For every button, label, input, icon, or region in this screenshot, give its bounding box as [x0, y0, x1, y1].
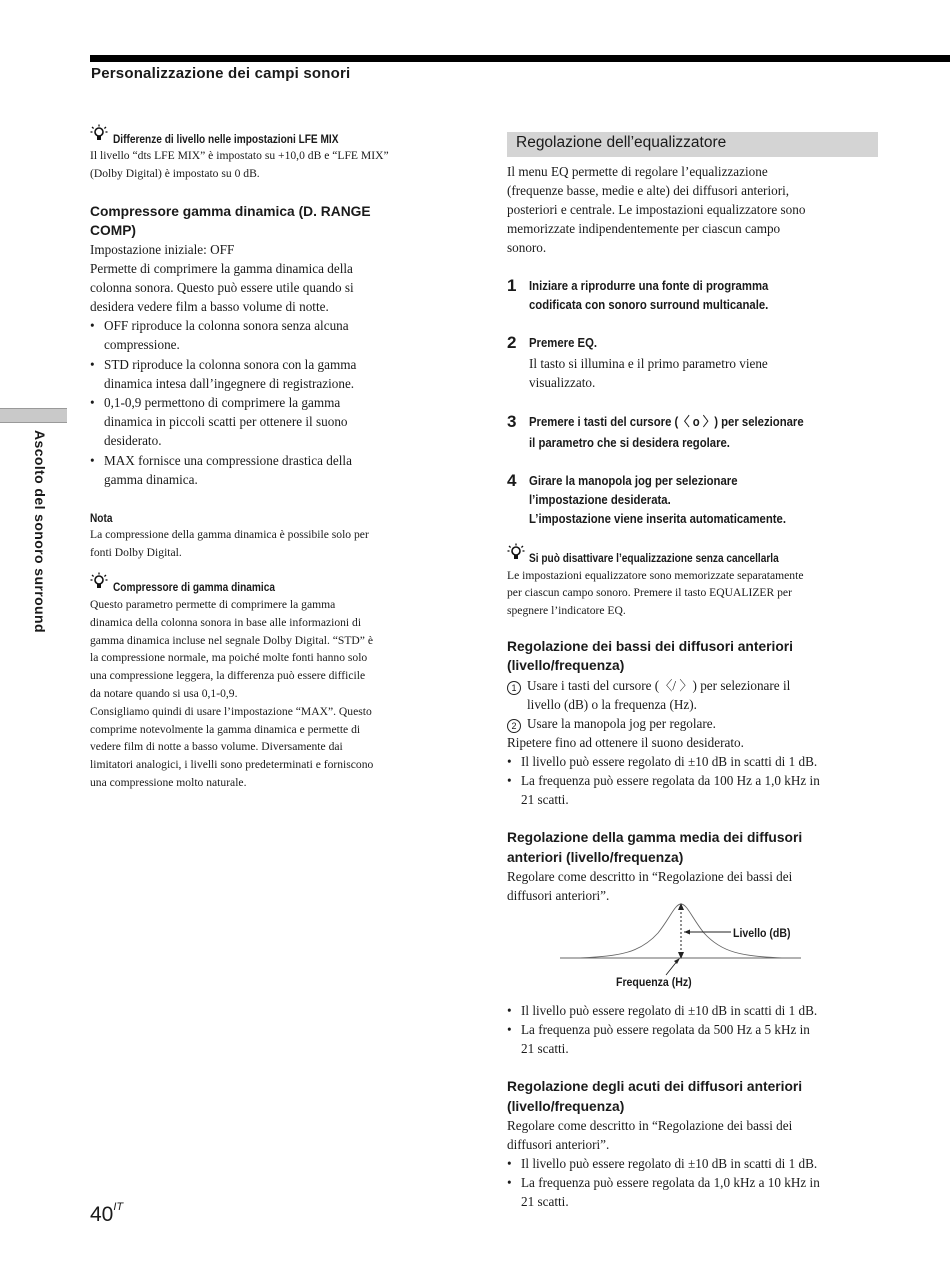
- note-text: La compressione della gamma dinamica è possibile solo per: [90, 528, 369, 541]
- lightbulb-tip-icon: [90, 572, 108, 590]
- header-rule: [90, 55, 950, 62]
- list-item-text: MAX fornisce una compressione drastica della: [104, 453, 352, 468]
- bass-step-text: Usare i tasti del cursore (〈/ 〉) per selezionare il: [527, 678, 791, 693]
- tip-compressor-line: gamma dinamica incluse nel segnale Dolby Digital. “STD” è: [90, 633, 373, 647]
- compressor-text: desidera vedere film a basso volume di notte.: [90, 299, 329, 314]
- circled-number-label: 2: [507, 719, 521, 733]
- section-intro-line: (frequenze basse, medie e alte) dei diffusori anteriori,: [507, 183, 790, 198]
- bass-repeat-text: Ripetere fino ad ottenere il suono desiderato.: [507, 735, 744, 750]
- tip-compressor-line: una compressione molto naturale.: [90, 776, 247, 789]
- tip-eq-text: Le impostazioni equalizzatore sono memorizzate separatamente: [507, 569, 804, 582]
- mid-heading: anteriori (livello/frequenza): [507, 850, 684, 865]
- tip-compressor-line: limitatori analogici, i livelli sono predeterminati e forniscono: [90, 758, 374, 772]
- list-item-text: 21 scatti.: [521, 1041, 569, 1056]
- section-title: Regolazione dell’equalizzatore: [516, 134, 727, 151]
- step-instruction: codificata con sonoro surround multicanale.: [529, 298, 769, 312]
- bass-step-text: livello (dB) o la frequenza (Hz).: [527, 697, 697, 712]
- treble-desc: diffusori anteriori”.: [507, 1137, 610, 1152]
- bass-heading: (livello/frequenza): [507, 658, 625, 673]
- compressor-heading: COMP): [90, 223, 136, 238]
- list-item-text: Il livello può essere regolato di ±10 dB in scatti di 1 dB.: [521, 1156, 818, 1171]
- step-detail: Il tasto si illumina e il primo parametro viene: [529, 356, 768, 371]
- list-item-text: gamma dinamica.: [104, 472, 198, 487]
- up-arrow: [678, 903, 684, 910]
- list-item-text: STD riproduce la colonna sonora con la gamma: [104, 357, 357, 372]
- tip-compressor-line: la compressione normale, ma poiché molte fonti hanno solo: [90, 651, 368, 665]
- circled-number-label: 1: [507, 681, 521, 695]
- list-item-text: Il livello può essere regolato di ±10 dB in scatti di 1 dB.: [521, 754, 818, 769]
- tip-eq-text: per ciascun campo sonoro. Premere il tasto EQUALIZER per: [507, 586, 792, 599]
- list-item-text: compressione.: [104, 337, 180, 352]
- step-instruction: L’impostazione viene inserita automaticamente.: [529, 512, 786, 526]
- tip-compressor-line: Consigliamo quindi di usare l’impostazione “MAX”. Questo: [90, 704, 372, 718]
- note-text: fonti Dolby Digital.: [90, 546, 182, 559]
- list-item-text: dinamica in piccoli scatti per ottenere il suono: [104, 414, 348, 429]
- side-tab-marker: [0, 408, 67, 423]
- bass-step-text: Usare la manopola jog per regolare.: [527, 716, 716, 731]
- treble-desc: Regolare come descritto in “Regolazione dei bassi dei: [507, 1118, 793, 1133]
- compressor-text: Impostazione iniziale: OFF: [90, 242, 235, 257]
- tip-lfe-mix-line: Il livello “dts LFE MIX” è impostato su +10,0 dB e “LFE MIX”: [90, 149, 389, 162]
- step-instruction: Iniziare a riprodurre una fonte di programma: [529, 279, 769, 293]
- page-number-value: 40: [90, 1203, 114, 1226]
- treble-heading: Regolazione degli acuti dei diffusori anteriori: [507, 1079, 803, 1094]
- section-title-box: [507, 132, 878, 157]
- mid-desc: diffusori anteriori”.: [507, 888, 610, 903]
- compressor-text: colonna sonora. Questo può essere utile quando si: [90, 280, 354, 295]
- compressor-text: Permette di comprimere la gamma dinamica della: [90, 261, 353, 276]
- frequency-label: Frequenza (Hz): [616, 975, 692, 989]
- list-item-text: desiderato.: [104, 433, 162, 448]
- list-item-text: La frequenza può essere regolata da 500 Hz a 5 kHz in: [521, 1022, 810, 1037]
- tip-compressor-line: dinamica della colonna sonora in base alle informazioni di: [90, 615, 362, 629]
- page-number: [90, 1203, 123, 1227]
- tip-compressor-line: da notare quando si usa 0,1-0,9.: [90, 687, 238, 700]
- step-instruction: Girare la manopola jog per selezionare: [529, 474, 738, 488]
- section-intro-line: posteriori e centrale. Le impostazioni equalizzatore sono: [507, 202, 806, 217]
- lightbulb-tip-icon: [507, 543, 525, 561]
- tip-compressor-line: Questo parametro permette di comprimere la gamma: [90, 598, 336, 611]
- list-item-text: dinamica intesa dall’ingegnere di registrazione.: [104, 376, 355, 391]
- side-section-label: Ascolto del sonoro surround: [32, 430, 48, 633]
- tip-eq-text: spegnere l’indicatore EQ.: [507, 604, 626, 617]
- mid-desc: Regolare come descritto in “Regolazione dei bassi dei: [507, 869, 793, 884]
- step-number: 4: [507, 471, 517, 490]
- section-intro-line: sonoro.: [507, 240, 547, 255]
- list-item-text: La frequenza può essere regolata da 100 Hz a 1,0 kHz in: [521, 773, 820, 788]
- mid-heading: Regolazione della gamma media dei diffusori: [507, 830, 803, 845]
- list-item-text: Il livello può essere regolato di ±10 dB in scatti di 1 dB.: [521, 1003, 818, 1018]
- page-language-suffix: IT: [113, 1201, 124, 1213]
- page-header-title: Personalizzazione dei campi sonori: [91, 65, 351, 82]
- list-item-text: La frequenza può essere regolata da 1,0 kHz a 10 kHz in: [521, 1175, 820, 1190]
- step-detail: visualizzato.: [529, 375, 596, 390]
- list-item-text: 21 scatti.: [521, 792, 569, 807]
- list-item-text: 0,1-0,9 permettono di comprimere la gamma: [104, 395, 341, 410]
- tip-eq-title: Si può disattivare l’equalizzazione senza cancellarla: [529, 553, 779, 565]
- step-number: 3: [507, 412, 517, 431]
- tip-lfe-mix-line: (Dolby Digital) è impostato su 0 dB.: [90, 167, 260, 180]
- section-intro-line: Il menu EQ permette di regolare l’equalizzazione: [507, 164, 768, 179]
- note-heading: Nota: [90, 513, 113, 525]
- lightbulb-tip-icon: [90, 124, 108, 142]
- section-intro-line: memorizzate indipendentemente per ciascun campo: [507, 221, 781, 236]
- circled-number-1: [507, 679, 521, 697]
- tip-lfe-mix-title: Differenze di livello nelle impostazioni LFE MIX: [113, 134, 339, 146]
- tip-compressor-line: comprime notevolmente la gamma dinamica e permette di: [90, 722, 361, 736]
- treble-heading: (livello/frequenza): [507, 1099, 625, 1114]
- level-label: Livello (dB): [733, 926, 791, 940]
- tip-compressor-line: una compressione leggera, la differenza può essere difficile: [90, 669, 366, 683]
- list-item-text: OFF riproduce la colonna sonora senza alcuna: [104, 318, 349, 333]
- step-instruction: Premere EQ.: [529, 336, 598, 350]
- list-item-text: 21 scatti.: [521, 1194, 569, 1209]
- tip-compressor-line: vedere film di notte a basso volume. Diversamente dai: [90, 740, 343, 754]
- step-number: 1: [507, 276, 517, 295]
- step-number: 2: [507, 333, 517, 352]
- bass-heading: Regolazione dei bassi dei diffusori anteriori: [507, 639, 793, 654]
- compressor-heading: Compressore gamma dinamica (D. RANGE: [90, 204, 371, 219]
- step-instruction: Premere i tasti del cursore (〈 o 〉) per selezionare: [529, 415, 804, 429]
- step-instruction: il parametro che si desidera regolare.: [529, 436, 730, 450]
- step-instruction: l’impostazione desiderata.: [529, 493, 671, 507]
- tip-compressor-title: Compressore di gamma dinamica: [113, 582, 275, 594]
